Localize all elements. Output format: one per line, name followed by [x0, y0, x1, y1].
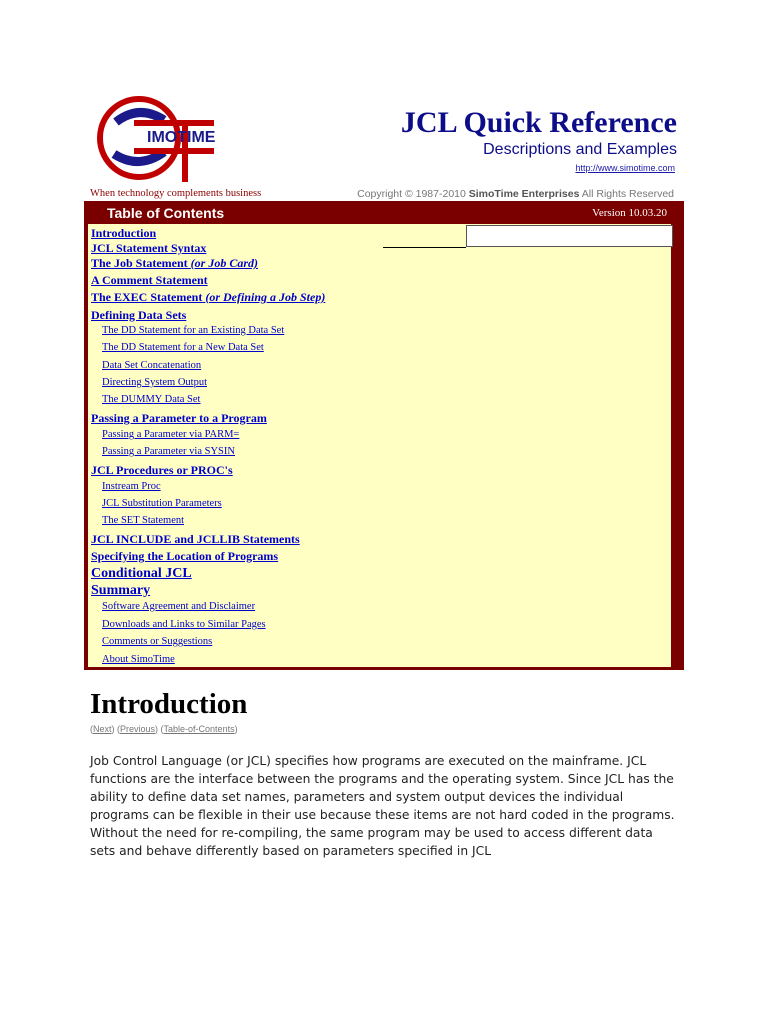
toc-link-exec-statement[interactable]: [91, 290, 325, 305]
toc-link-software-agreement[interactable]: Software Agreement and Disclaimer: [102, 601, 256, 612]
section-nav: (Next) (Previous) (Table-of-Contents): [90, 724, 238, 734]
toc-link-program-location[interactable]: Specifying the Location of Programs: [91, 549, 279, 563]
toc-title: Table of Contents: [107, 205, 225, 221]
toc-link-system-output[interactable]: Directing System Output: [102, 377, 207, 388]
toc-link-include-jcllib[interactable]: JCL INCLUDE and JCLLIB Statements: [91, 532, 300, 546]
table-of-contents-link[interactable]: Table-of-Contents: [163, 724, 235, 734]
toc-link-comment-statement[interactable]: A Comment Statement: [91, 273, 208, 287]
toc-header: [84, 201, 684, 224]
introduction-paragraph: Job Control Language (or JCL) specifies how programs are executed on the mainframe. JCL functions are the interface between the programs and the operating system. Since JCL has the ability to define data set names, parameters and system output devices the individual programs can be flexible in their use because these items are not hard coded in the programs. Without the need for re-compiling, the same program may be used to access different data sets and behave differently based on parameters specified in JCL: [90, 754, 675, 858]
site-url-link[interactable]: http://www.simotime.com: [575, 163, 675, 173]
toc-link-about[interactable]: About SimoTime: [102, 654, 175, 665]
toc-body: [88, 224, 671, 667]
toc-link-sysin[interactable]: Passing a Parameter via SYSIN: [102, 446, 235, 457]
table-of-contents: [84, 201, 684, 670]
previous-link[interactable]: Previous: [120, 724, 156, 734]
page-subtitle: Descriptions and Examples: [483, 141, 677, 158]
toc-link-dd-existing[interactable]: The DD Statement for an Existing Data Set: [102, 325, 285, 336]
toc-link-downloads[interactable]: Downloads and Links to Similar Pages: [102, 619, 266, 630]
toc-link-concatenation[interactable]: Data Set Concatenation: [102, 360, 202, 371]
toc-link-procedures[interactable]: JCL Procedures or PROC's: [91, 463, 233, 477]
toc-link-jcl-statement-syntax[interactable]: JCL Statement Syntax: [91, 241, 207, 255]
page-title: JCL Quick Reference: [400, 106, 677, 139]
version-label: Version 10.03.20: [592, 207, 667, 219]
toc-link-job-statement-note: (or Job Card): [190, 256, 259, 270]
toc-link-exec-statement-note: (or Defining a Job Step): [205, 290, 326, 304]
copyright: [357, 188, 674, 200]
toc-link-job-statement-label: The Job Statement: [91, 256, 188, 270]
toc-link-summary[interactable]: Summary: [91, 583, 151, 598]
toc-link-set-statement[interactable]: The SET Statement: [102, 515, 185, 526]
toc-divider: [383, 247, 466, 248]
toc-link-conditional-jcl[interactable]: Conditional JCL: [91, 566, 192, 581]
toc-link-defining-data-sets[interactable]: Defining Data Sets: [91, 308, 187, 322]
toc-link-instream-proc[interactable]: Instream Proc: [102, 481, 161, 492]
toc-link-passing-parameter[interactable]: Passing a Parameter to a Program: [91, 411, 267, 425]
introduction-heading: Introduction: [90, 688, 248, 720]
toc-link-job-statement[interactable]: [91, 256, 258, 271]
next-link[interactable]: Next: [93, 724, 112, 734]
svg-text:IMOTIME: IMOTIME: [147, 129, 216, 146]
simotime-logo: [94, 92, 216, 184]
copyright-company: SimoTime Enterprises: [468, 188, 580, 200]
toc-link-dummy-data-set[interactable]: The DUMMY Data Set: [102, 394, 201, 405]
toc-link-introduction[interactable]: Introduction: [91, 226, 157, 240]
toc-link-dd-new[interactable]: The DD Statement for a New Data Set: [102, 342, 264, 353]
toc-link-exec-statement-label: The EXEC Statement: [91, 290, 203, 304]
toc-empty-box: [466, 225, 673, 247]
copyright-suffix: All Rights Reserved: [581, 188, 674, 200]
toc-link-parm[interactable]: Passing a Parameter via PARM=: [102, 429, 240, 440]
toc-link-substitution[interactable]: JCL Substitution Parameters: [102, 498, 222, 509]
toc-link-comments[interactable]: Comments or Suggestions: [102, 636, 213, 647]
copyright-prefix: Copyright © 1987-2010: [357, 188, 466, 200]
tagline: When technology complements business: [90, 188, 262, 199]
